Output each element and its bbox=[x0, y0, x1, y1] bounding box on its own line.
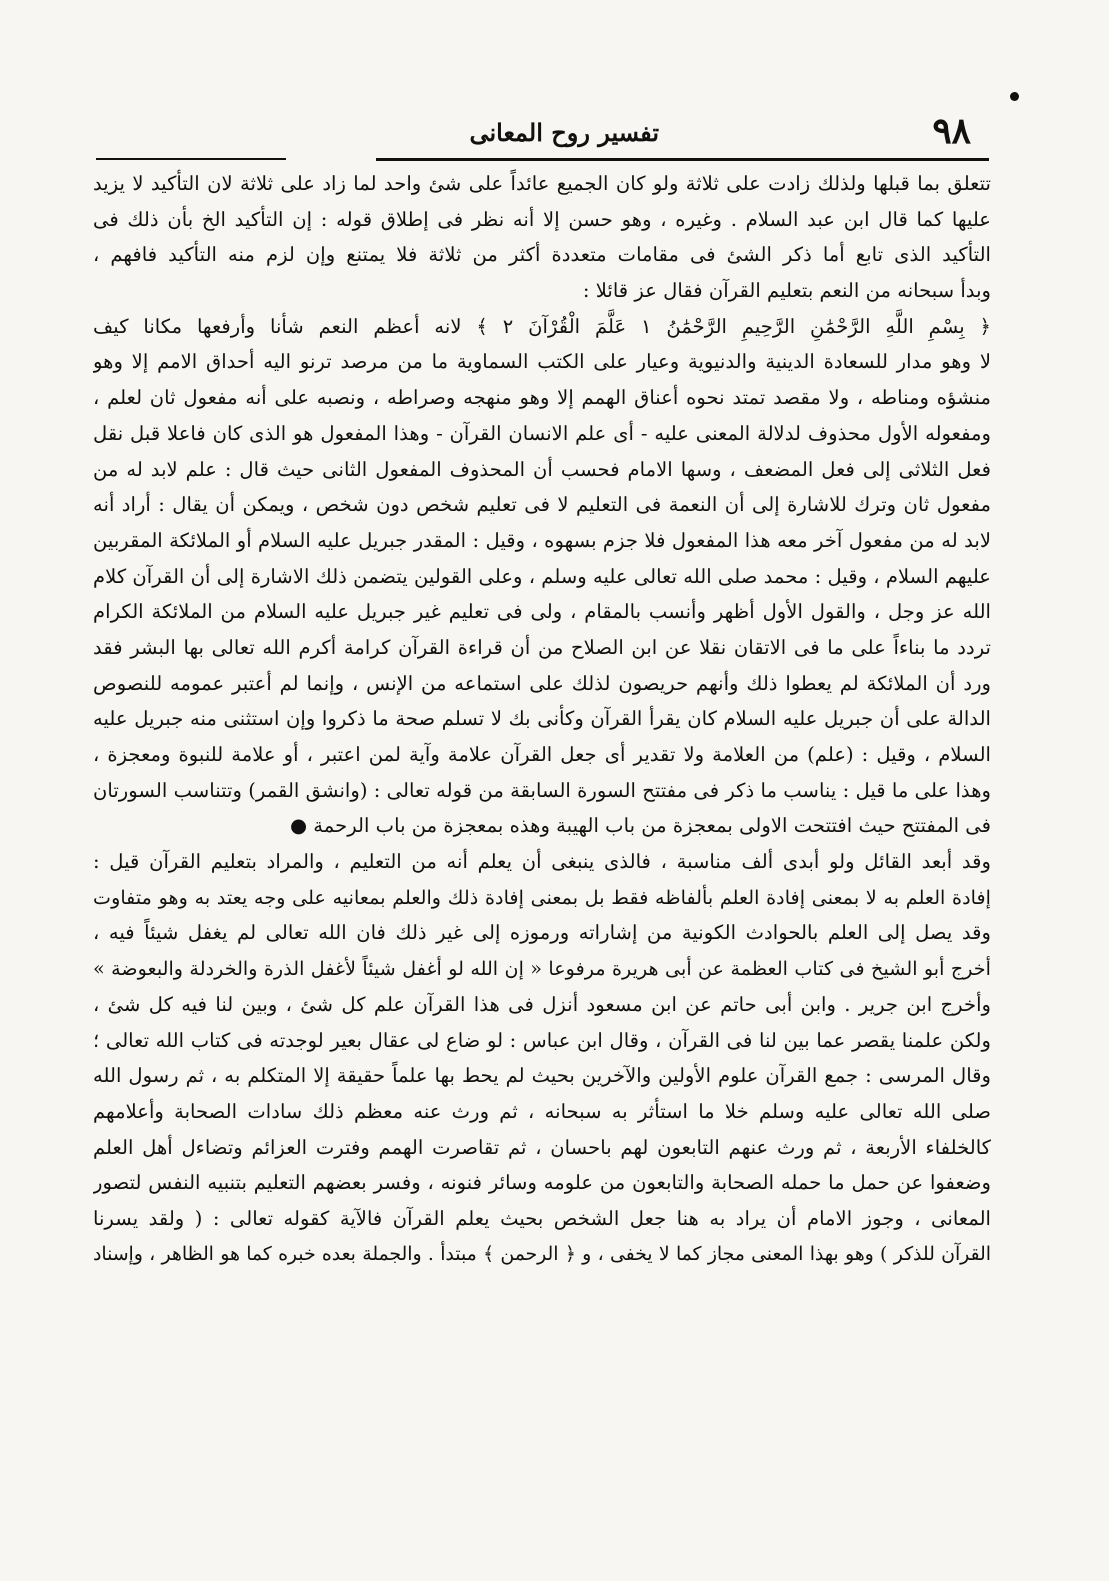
text-line: مفعول ثان وترك للاشارة إلى أن النعمة فى التعليم لا فى تعليم شخص دون شخص ، ويمكن أن يقال : أراد أنه bbox=[93, 493, 991, 517]
text-line: إفادة العلم به لا بمعنى إفادة العلم بألفاظه فقط بل بمعنى إفادة ذلك والعلم بمعانيه على وجه يعتد به وهو متفاوت bbox=[93, 885, 991, 909]
text-line: وقد أبعد القائل ولو أبدى ألف مناسبة ، فالذى ينبغى أن يعلم أنه من التعليم ، والمراد بتعليم القرآن قيل : bbox=[93, 850, 991, 874]
page-header bbox=[96, 108, 989, 160]
text-line: عليها كما قال ابن عبد السلام . وغيره ، وهو حسن إلا أنه نظر فى إطلاق قوله : إن التأكيد الخ بأن ذلك فى bbox=[93, 207, 991, 231]
text-line: السلام ، وقيل : (علم) من العلامة ولا تقدير أى جعل القرآن علامة وآية لمن اعتبر ، أو علامة للنبوة ومعجزة ، bbox=[93, 743, 991, 766]
text-line: ومفعوله الأول محذوف لدلالة المعنى عليه - أى علم الانسان القرآن - وهذا المفعول هو الذى كان فاعلا قبل نقل bbox=[93, 421, 991, 445]
text-line: وبدأ سبحانه من النعم بتعليم القرآن فقال عز قائلا : bbox=[582, 279, 991, 303]
text-line: ولكن علمنا يقصر عما بين لنا فى القرآن ، وقال ابن عباس : لو ضاع لى عقال بعير لوجدته فى كتاب الله تعالى ؛ bbox=[93, 1028, 991, 1052]
header-rule-long bbox=[376, 158, 989, 161]
running-title: تفسير روح المعانى bbox=[469, 118, 659, 147]
text-line: وقد يصل إلى العلم بالحوادث الكونية من إشاراته ورموزه إلى غير ذلك فان الله تعالى لم يغفل شيئاً فيه ، bbox=[93, 921, 991, 945]
text-line: ورد أن الملائكة لم يعطوا ذلك وأنهم حريصون لذلك على استماعه من الإنس ، وإنما لم أعتبر عمومه للنصوص bbox=[93, 671, 991, 695]
text-line: وهذا على ما قيل : يناسب ما ذكر فى مفتتح السورة السابقة من قوله تعالى : (وانشق القمر) وتتناسب السورتان bbox=[93, 778, 991, 802]
text-line: أخرج أبو الشيخ فى كتاب العظمة عن أبى هريرة مرفوعا « إن الله لو أغفل شيئاً لأغفل الذرة والخردلة والبعوضة » bbox=[93, 957, 991, 981]
text-line: المعانى ، وجوز الامام أن يراد به هنا جعل الشخص بحيث يعلم القرآن فالآية كقوله تعالى : ( ولقد يسرنا bbox=[93, 1206, 991, 1230]
text-line: وقال المرسى : جمع القرآن علوم الأولين والآخرين بحيث لم يحط بها علماً حقيقة إلا المتكلم به ، ثم رسول الله bbox=[93, 1064, 991, 1088]
text-line: الدالة على أن جبريل عليه السلام كان يقرأ القرآن وكأنى بك لا تسلم صحة ما ذكروا وإن استثنى منه جبريل عليه bbox=[93, 707, 991, 731]
text-line: فى المفتتح حيث افتتحت الاولى بمعجزة من باب الهيبة وهذه بمعجزة من باب الرحمة ● bbox=[289, 814, 991, 838]
body-text bbox=[93, 166, 991, 1272]
text-line: كالخلفاء الأربعة ، ثم ورث عنهم التابعون لهم باحسان ، ثم تقاصرت الهمم وفترت العزائم وتضاءل أهل العلم bbox=[93, 1135, 991, 1159]
text-line: عليهم السلام ، وقيل : محمد صلى الله تعالى عليه وسلم ، وعلى القولين يتضمن ذلك الاشارة إلى أن القرآن كلام bbox=[93, 564, 991, 588]
text-line: تردد ما بناءاً على ما فى الاتقان نقلا عن ابن الصلاح من أن قراءة القرآن كرامة أكرم الله تعالى بها البشر فقد bbox=[93, 635, 991, 659]
text-line: ﴿ بِسْمِ اللَّهِ الرَّحْمَٰنِ الرَّحِيمِ الرَّحْمَٰنُ ١ عَلَّمَ الْقُرْآنَ ٢ ﴾ لانه أعظم النعم شأنا وأرفعها مكانا كيف bbox=[93, 314, 991, 338]
text-line: القرآن للذكر ) وهو بهذا المعنى مجاز كما لا يخفى ، و ﴿ الرحمن ﴾ مبتدأ . والجملة بعده خبره كما هو الظاهر ، وإسناد bbox=[93, 1243, 991, 1265]
text-line: وضعفوا عن حمل ما حمله الصحابة والتابعون من علومه وسائر فنونه ، وفسر بعضهم التعليم بتنبيه النفس لتصور bbox=[93, 1171, 991, 1195]
header-rule-short bbox=[96, 158, 286, 160]
text-line: صلى الله تعالى عليه وسلم خلا ما استأثر به سبحانه ، ثم ورث عنه معظم ذلك سادات الصحابة وأعلامهم bbox=[93, 1099, 991, 1123]
text-line: التأكيد الذى تابع أما ذكر الشئ فى مقامات متعددة أكثر من ثلاثة فلا يمتنع وإن لزم منه التأكيد فافهم ، bbox=[93, 243, 991, 267]
text-line: وأخرج ابن جرير . وابن أبى حاتم عن ابن مسعود أنزل فى هذا القرآن علم كل شئ ، وبين لنا فيه كل شئ ، bbox=[93, 992, 991, 1016]
text-line: منشؤه ومناطه ، ولا مقصد تمتد نحوه أعناق الهمم إلا وهو منهجه وصراطه ، ونصبه على أنه مفعول ثان لعلم ، bbox=[93, 386, 991, 410]
text-line: لا وهو مدار للسعادة الدينية والدنيوية وعيار على الكتب السماوية ما من مرصد ترنو اليه أحداق الامم إلا وهو bbox=[93, 350, 991, 374]
text-line: تتعلق بما قبلها ولذلك زادت على ثلاثة ولو كان الجميع عائداً على شئ واحد لما زاد على ثلاثة لان التأكيد لا يزيد bbox=[93, 172, 991, 195]
text-line: لابد له من مفعول آخر معه هذا المفعول فلا جزم بسهوه ، وقيل : المقدر جبريل عليه السلام أو الملائكة المقربين bbox=[93, 528, 991, 552]
page-dot-mark bbox=[1010, 92, 1019, 101]
text-line: الله عز وجل ، والقول الأول أظهر وأنسب بالمقام ، ولى فى تعليم غير جبريل عليه السلام من الملائكة الكرام bbox=[93, 600, 991, 624]
text-line: فعل الثلاثى إلى فعل المضعف ، وسها الامام فحسب أن المحذوف المفعول الثانى حيث قال : علم لابد له من bbox=[93, 457, 991, 481]
page-number: ٩٨ bbox=[932, 110, 971, 152]
